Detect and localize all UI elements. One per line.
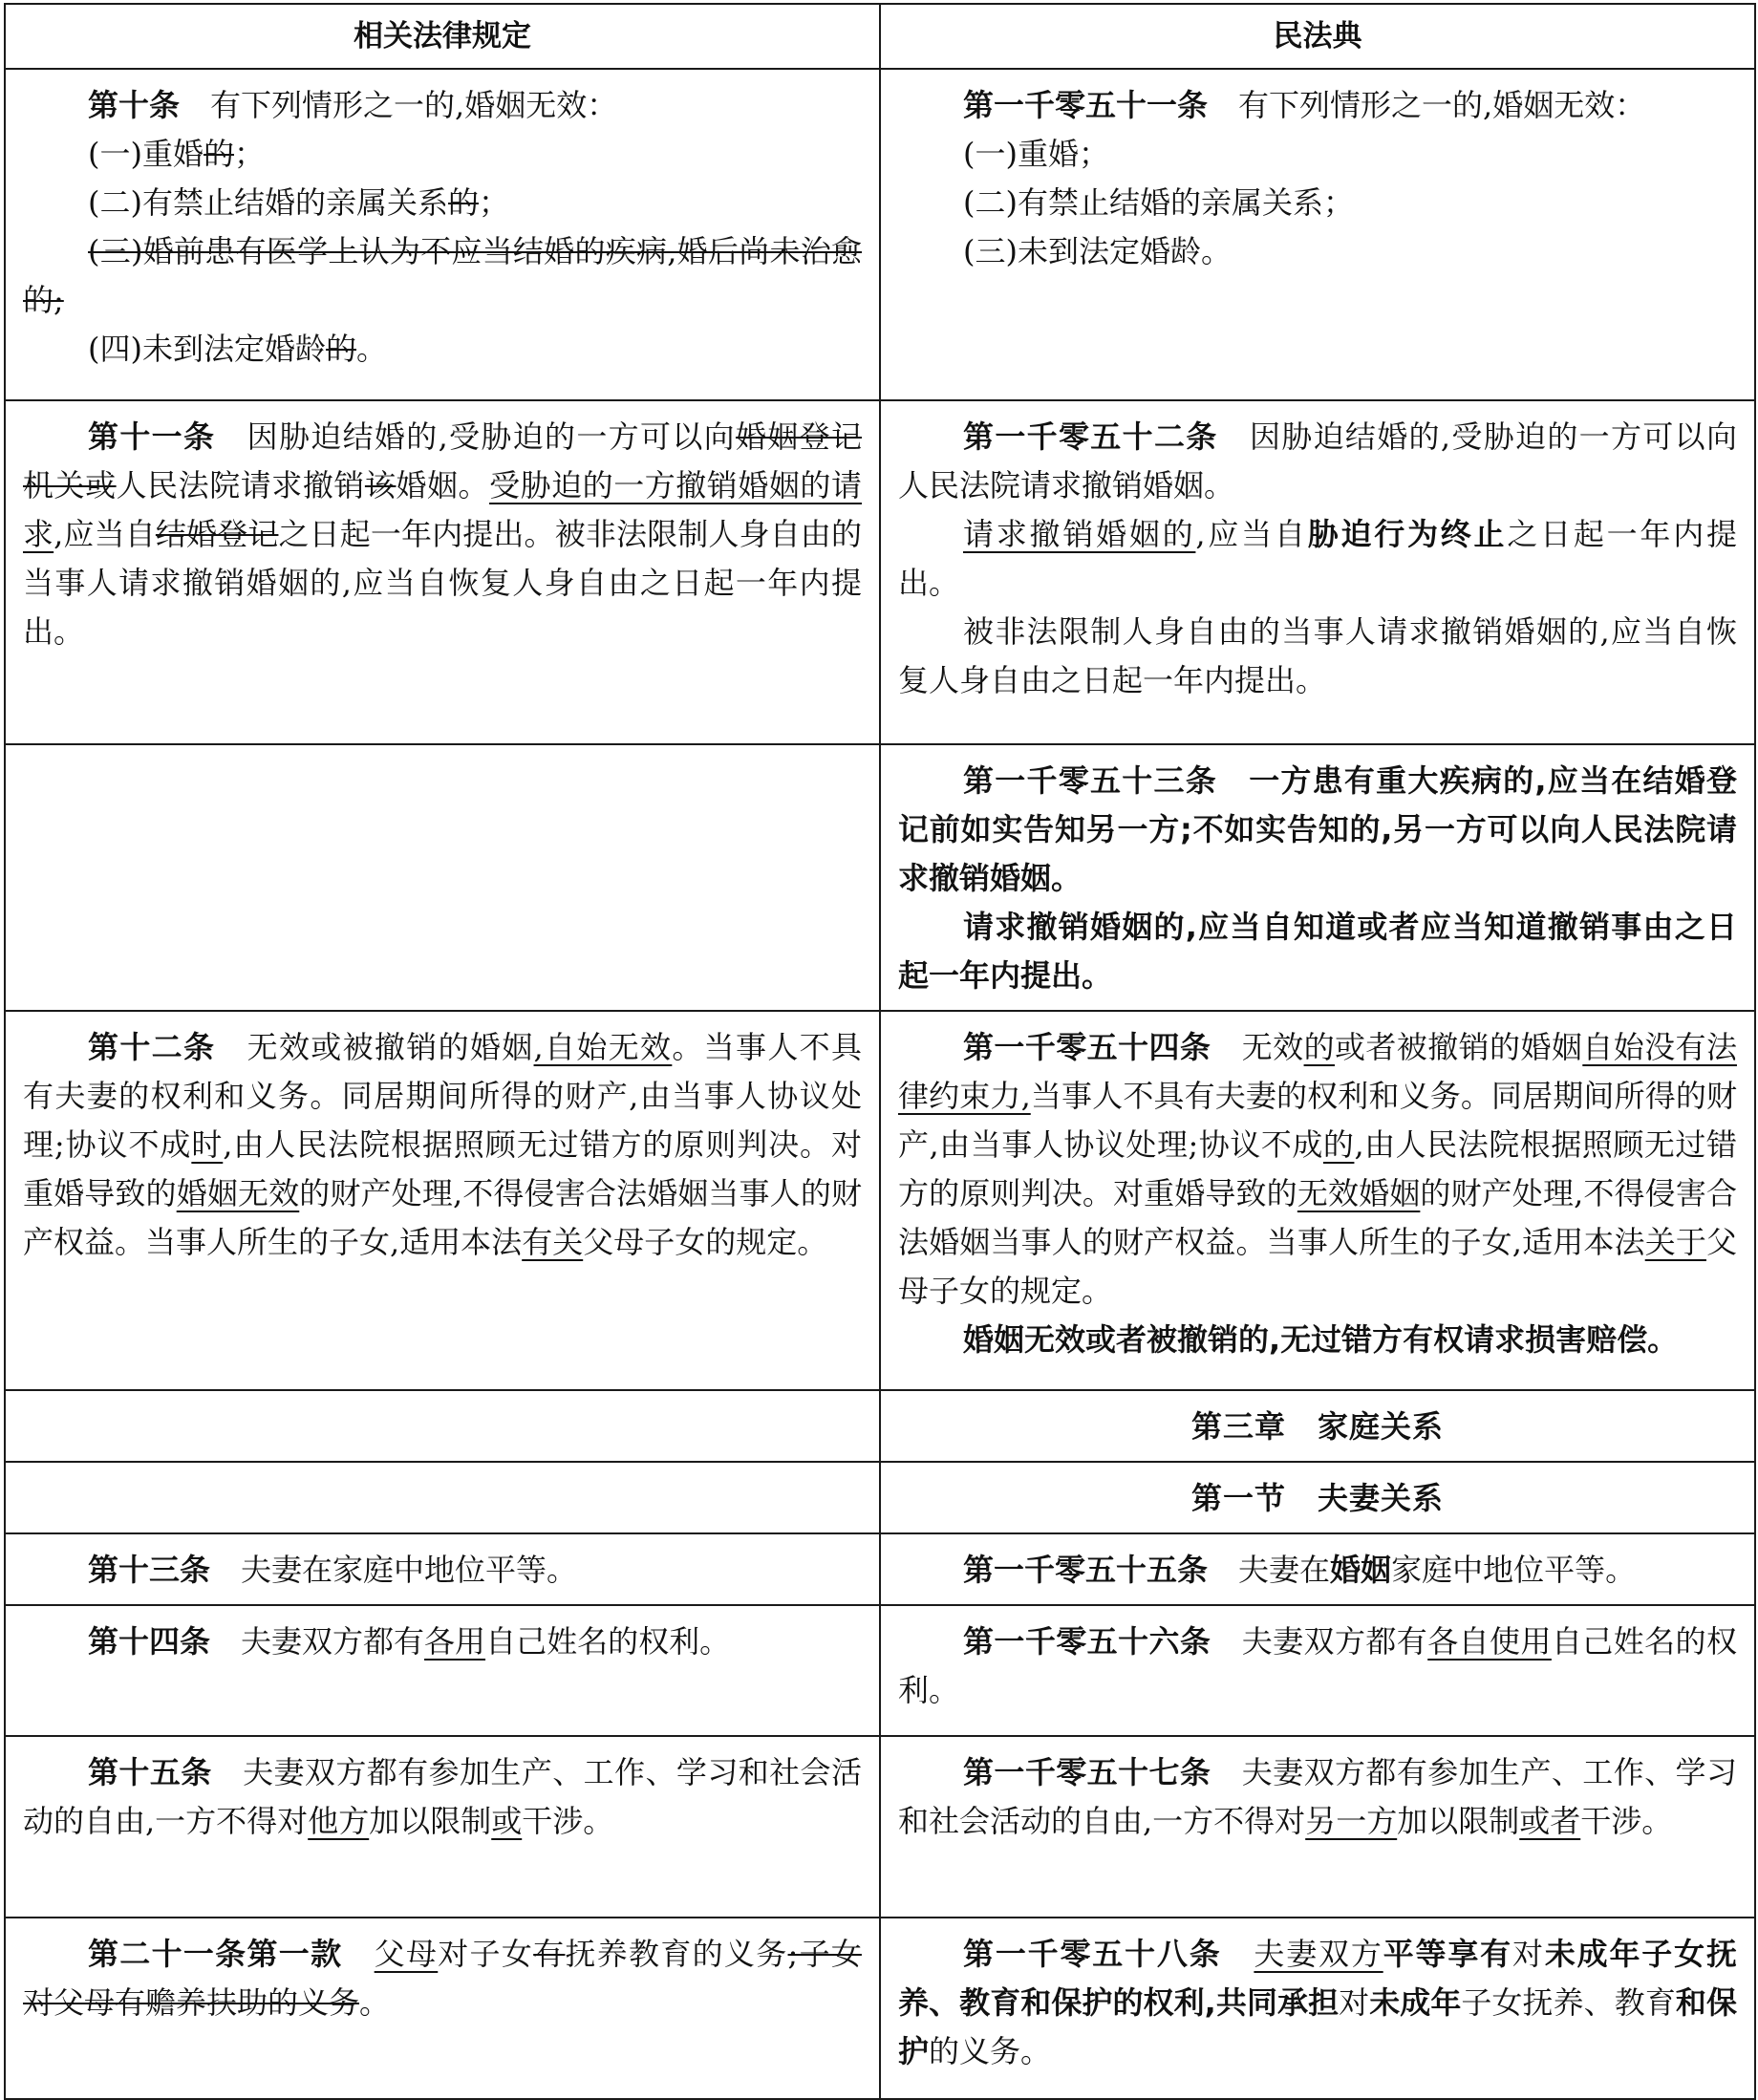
- right-cell: [880, 69, 1755, 400]
- text: 无效或被撤销的婚姻: [247, 1029, 534, 1065]
- deleted-text: 有: [533, 1936, 566, 1972]
- article-paragraph: [898, 1023, 1737, 1316]
- changed-text: 夫妻双方: [1254, 1936, 1383, 1972]
- changed-text: 父母: [374, 1936, 439, 1972]
- text: ,应当自: [54, 516, 156, 552]
- left-cell: [5, 400, 880, 744]
- list-item: [23, 325, 862, 374]
- article-paragraph: [898, 1748, 1737, 1846]
- header-related-law: 相关法律规定: [5, 4, 880, 69]
- left-cell: [5, 1736, 880, 1918]
- right-cell: [880, 1605, 1755, 1736]
- changed-text: 婚姻无效: [176, 1175, 300, 1211]
- section-heading-cell: [880, 1462, 1755, 1533]
- text: 。: [359, 1984, 391, 2021]
- text: 父母子女的规定。: [583, 1224, 828, 1260]
- text: 干涉。: [1580, 1803, 1673, 1839]
- article-paragraph: [23, 1618, 862, 1666]
- text: ；: [234, 136, 266, 172]
- changed-text: 受胁迫的一方撤销婚姻的请求: [23, 467, 862, 552]
- article-paragraph: [23, 81, 862, 130]
- new-text: 一方患有重大疾病的,应当在结婚登记前如实告知另一方;不如实告知的,另一方可以向人民法院请求撤销婚姻。: [898, 762, 1737, 896]
- text: 。: [356, 331, 388, 367]
- text: 之日起一年内提出。: [898, 516, 1737, 601]
- article-number: 第十五条: [88, 1754, 212, 1790]
- new-text: 胁迫行为终止: [1307, 516, 1508, 552]
- text: 人民法院请求撤销: [116, 467, 365, 504]
- list-item: [23, 130, 862, 179]
- table-row: [5, 1011, 1755, 1390]
- deleted-text: 的: [447, 184, 479, 221]
- changed-text: 无效婚姻: [1297, 1175, 1421, 1211]
- left-cell: [5, 69, 880, 400]
- changed-text: 各自使用: [1427, 1623, 1552, 1660]
- article-paragraph: [898, 1930, 1737, 2076]
- text: 的财产处理,不得侵害合法婚姻当事人的财产权益。当事人所生的子女,适用本法: [898, 1175, 1737, 1260]
- text: ,由人民法院根据照顾无过错方的原则判决。对重婚导致的: [23, 1126, 862, 1211]
- text: 婚姻。: [396, 467, 490, 504]
- table-row: [5, 1533, 1755, 1605]
- text: 干涉。: [522, 1803, 614, 1839]
- deleted-text: 的: [203, 136, 234, 172]
- table-row: [5, 744, 1755, 1011]
- text: 因胁迫结婚的,受胁迫的一方可以向人民法院请求撤销婚姻。: [898, 418, 1737, 504]
- text: 夫妻双方都有: [241, 1623, 425, 1660]
- chapter-heading-cell: [880, 1390, 1755, 1462]
- table-row: [5, 1918, 1755, 2099]
- article-number: 第十条: [88, 87, 181, 123]
- list-item: [23, 227, 862, 325]
- article-number: 第十三条: [88, 1552, 211, 1588]
- deleted-text: 该: [364, 467, 397, 504]
- right-cell: [880, 744, 1755, 1011]
- left-cell: [5, 1918, 880, 2099]
- changed-text: 请求撤销婚姻的: [963, 516, 1196, 552]
- article-paragraph: [898, 1546, 1737, 1595]
- text: 抚养教育的义务: [565, 1936, 788, 1972]
- text: ；: [479, 184, 510, 221]
- text: 夫妻双方都有: [1241, 1623, 1428, 1660]
- text: 的义务。: [929, 2033, 1052, 2069]
- table-row: [5, 1736, 1755, 1918]
- text: 对子女: [438, 1936, 534, 1972]
- text: (二)有禁止结婚的亲属关系: [88, 184, 448, 221]
- text: ,应当自: [1195, 516, 1308, 552]
- article-paragraph: [23, 1748, 862, 1846]
- text: 的财产处理,不得侵害合法婚姻当事人的财产权益。当事人所生的子女,适用本法: [23, 1175, 862, 1260]
- chapter-heading: 第三章 家庭关系: [1190, 1408, 1444, 1445]
- changed-text: 或: [491, 1803, 523, 1839]
- text: (四)未到法定婚龄: [88, 331, 326, 367]
- text: 夫妻双方都有参加生产、工作、学习和社会活动的自由,一方不得对: [23, 1754, 862, 1839]
- right-cell: [880, 1011, 1755, 1390]
- table-row: [5, 400, 1755, 744]
- left-cell-empty: [5, 744, 880, 1011]
- list-item: [23, 179, 862, 227]
- paragraph: [898, 510, 1737, 608]
- deleted-text: 婚姻登记机关或: [23, 418, 862, 504]
- header-civil-code: 民法典: [880, 4, 1755, 69]
- section-heading: 第一节 夫妻关系: [1190, 1480, 1444, 1516]
- changed-text: 或者: [1519, 1803, 1581, 1839]
- table-row: [5, 69, 1755, 400]
- right-cell: [880, 1736, 1755, 1918]
- deleted-text: (三)婚前患有医学上认为不应当结婚的疾病,婚后尚未治愈的;: [23, 233, 862, 318]
- article-paragraph: [898, 757, 1737, 903]
- deleted-text: ;子女对父母有赡养扶助的义务: [23, 1936, 862, 2021]
- new-text: 和保护: [898, 1984, 1737, 2069]
- article-number: 第一千零五十七条: [963, 1754, 1211, 1790]
- text: 无效: [1241, 1029, 1304, 1065]
- article-number: 第十二条: [88, 1029, 216, 1065]
- deleted-text: 的: [325, 331, 356, 367]
- left-cell: [5, 1605, 880, 1736]
- article-number: 第二十一条第一款: [88, 1936, 343, 1972]
- text: 子女抚养、教育: [1461, 1984, 1676, 2021]
- text: 有下列情形之一的,婚姻无效：: [210, 87, 618, 123]
- text: 父母子女的规定。: [898, 1224, 1737, 1309]
- table-row: [5, 1462, 1755, 1533]
- table-header-row: [5, 4, 1755, 69]
- article-paragraph: [898, 1618, 1737, 1715]
- new-text: 婚姻: [1330, 1552, 1392, 1588]
- changed-text: 他方: [308, 1803, 370, 1839]
- text: 有下列情形之一的,婚姻无效：: [1238, 87, 1646, 123]
- article-number: 第一千零五十六条: [963, 1623, 1211, 1660]
- text: 对: [1339, 1984, 1370, 2021]
- list-item: (二)有禁止结婚的亲属关系；: [963, 184, 1354, 221]
- right-cell: [880, 1918, 1755, 2099]
- article-number: 第十一条: [88, 418, 216, 455]
- text: 加以限制: [1397, 1803, 1520, 1839]
- comparison-table: [4, 3, 1756, 2100]
- text: 对: [1512, 1936, 1545, 1972]
- left-cell: [5, 1533, 880, 1605]
- changed-text: ,自始无效: [533, 1029, 673, 1065]
- paragraph: 被非法限制人身自由的当事人请求撤销婚姻的,应当自恢复人身自由之日起一年内提出。: [898, 613, 1737, 698]
- article-paragraph: [898, 81, 1737, 130]
- changed-text: 有关: [522, 1224, 584, 1260]
- text: ,由人民法院根据照顾无过错方的原则判决。对重婚导致的: [898, 1126, 1737, 1211]
- text: 或者被撤销的婚姻: [1334, 1029, 1583, 1065]
- text: (一)重婚: [88, 136, 204, 172]
- table-row: [5, 1605, 1755, 1736]
- new-text: 婚姻无效或者被撤销的,无过错方有权请求损害赔偿。: [963, 1321, 1679, 1358]
- article-paragraph: [23, 413, 862, 656]
- article-number: 第一千零五十五条: [963, 1552, 1209, 1588]
- text: 自己姓名的权利。: [898, 1623, 1737, 1708]
- article-number: 第一千零五十三条: [963, 762, 1217, 799]
- article-number: 第一千零五十二条: [963, 418, 1218, 455]
- text: 之日起一年内提出。被非法限制人身自由的当事人请求撤销婚姻的,应当自恢复人身自由之日起一年内提出。: [23, 516, 862, 650]
- paragraph: [898, 1316, 1737, 1364]
- article-paragraph: [23, 1546, 862, 1595]
- text: 因胁迫结婚的,受胁迫的一方可以向: [247, 418, 736, 455]
- article-number: 第十四条: [88, 1623, 211, 1660]
- deleted-text: 结婚登记: [155, 516, 279, 552]
- new-text: 未成年: [1369, 1984, 1462, 2021]
- new-text: 请求撤销婚姻的,应当自知道或者应当知道撤销事由之日起一年内提出。: [898, 909, 1737, 994]
- new-text: 未成年子女抚养、教育和保护的权利,共同承担: [898, 1936, 1737, 2021]
- left-cell-empty: [5, 1462, 880, 1533]
- left-cell-empty: [5, 1390, 880, 1462]
- changed-text: 时: [191, 1126, 224, 1163]
- text: 家庭中地位平等。: [1391, 1552, 1637, 1588]
- right-cell: [880, 1533, 1755, 1605]
- left-cell: [5, 1011, 880, 1390]
- paragraph: [898, 903, 1737, 1000]
- table-row: [5, 1390, 1755, 1462]
- changed-text: 的: [1303, 1029, 1335, 1065]
- article-paragraph: [898, 413, 1737, 510]
- changed-text: 各用: [424, 1623, 486, 1660]
- text: 加以限制: [369, 1803, 492, 1839]
- changed-text: 另一方: [1305, 1803, 1398, 1839]
- changed-text: 自始没有法律约束力,: [898, 1029, 1737, 1114]
- text: 夫妻在: [1238, 1552, 1331, 1588]
- text: 夫妻在家庭中地位平等。: [241, 1552, 578, 1588]
- text: 当事人不具有夫妻的权利和义务。同居期间所得的财产,由当事人协议处理;协议不成: [898, 1078, 1737, 1163]
- article-paragraph: [23, 1023, 862, 1267]
- new-text: 平等享有: [1383, 1936, 1512, 1972]
- text: 自己姓名的权利。: [485, 1623, 731, 1660]
- text: 夫妻双方都有参加生产、工作、学习和社会活动的自由,一方不得对: [898, 1754, 1737, 1839]
- changed-text: 关于: [1644, 1224, 1706, 1260]
- article-paragraph: [23, 1930, 862, 2027]
- right-cell: [880, 400, 1755, 744]
- changed-text: 的: [1322, 1126, 1355, 1163]
- text: 。当事人不具有夫妻的权利和义务。同居期间所得的财产,由当事人协议处理;协议不成: [23, 1029, 862, 1163]
- article-number: 第一千零五十四条: [963, 1029, 1211, 1065]
- list-item: (三)未到法定婚龄。: [963, 233, 1232, 269]
- article-number: 第一千零五十八条: [963, 1936, 1222, 1972]
- article-number: 第一千零五十一条: [963, 87, 1209, 123]
- list-item: (一)重婚；: [963, 136, 1109, 172]
